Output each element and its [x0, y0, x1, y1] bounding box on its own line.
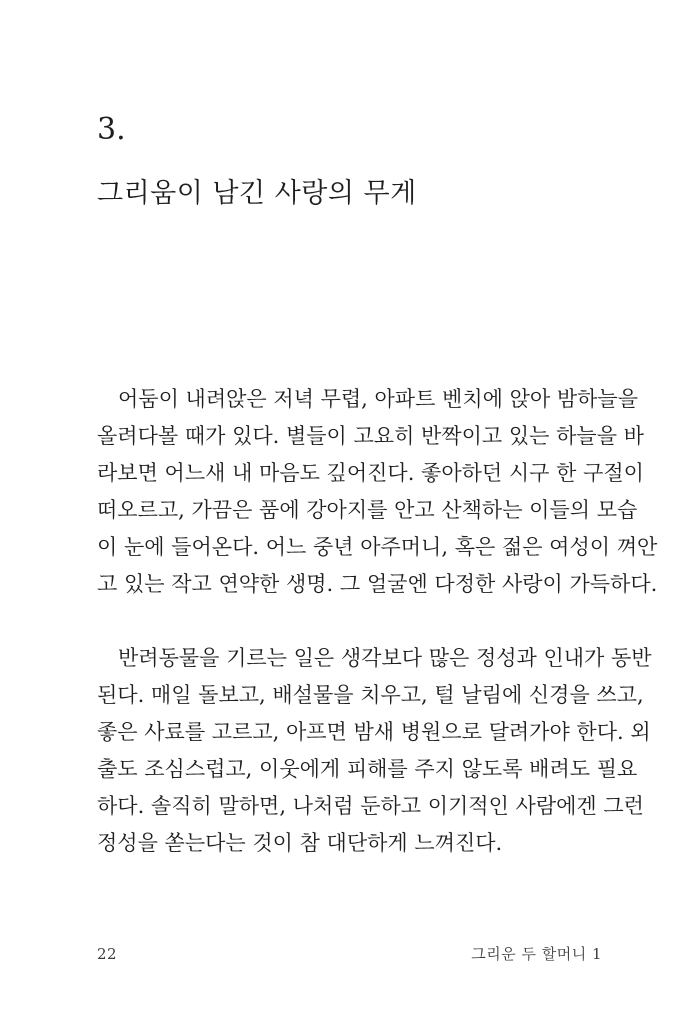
paragraph-1-line-1: 어둠이 내려앉은 저녁 무렵, 아파트 벤치에 앉아 밤하늘을: [118, 387, 638, 411]
running-book-title: 그리운 두 할머니 1: [471, 945, 602, 963]
page-footer: [97, 943, 602, 964]
chapter-number: 3.: [97, 112, 126, 147]
paragraph-2: [97, 640, 652, 862]
paragraph-2-line-1: 반려동물을 기르는 일은 생각보다 많은 정성과 인내가 동반: [118, 646, 652, 670]
paragraph-1-line-6: 고 있는 작고 연약한 생명. 그 얼굴엔 다정한 사랑이 가득하다.: [97, 572, 658, 596]
body-text: [97, 381, 658, 862]
paragraph-1-line-5: 이 눈에 들어온다. 어느 중년 아주머니, 혹은 젊은 여성이 껴안: [97, 535, 658, 559]
chapter-title: 그리움이 남긴 사랑의 무게: [97, 178, 417, 209]
page-number: 22: [97, 945, 118, 963]
paragraph-2-line-4: 출도 조심스럽고, 이웃에게 피해를 주지 않도록 배려도 필요: [97, 757, 638, 781]
paragraph-2-line-5: 하다. 솔직히 말하면, 나처럼 둔하고 이기적인 사람에겐 그런: [97, 794, 644, 818]
paragraph-2-line-6: 정성을 쏟는다는 것이 참 대단하게 느껴진다.: [97, 831, 503, 855]
paragraph-1-line-3: 라보면 어느새 내 마음도 깊어진다. 좋아하던 시구 한 구절이: [97, 461, 644, 485]
paragraph-1-line-4: 떠오르고, 가끔은 품에 강아지를 안고 산책하는 이들의 모습: [97, 498, 638, 522]
paragraph-1-line-2: 올려다볼 때가 있다. 별들이 고요히 반짝이고 있는 하늘을 바: [97, 424, 644, 448]
paragraph-1: [97, 381, 658, 603]
paragraph-2-line-2: 된다. 매일 돌보고, 배설물을 치우고, 털 날림에 신경을 쓰고,: [97, 683, 644, 707]
paragraph-2-line-3: 좋은 사료를 고르고, 아프면 밤새 병원으로 달려가야 한다. 외: [97, 720, 651, 744]
